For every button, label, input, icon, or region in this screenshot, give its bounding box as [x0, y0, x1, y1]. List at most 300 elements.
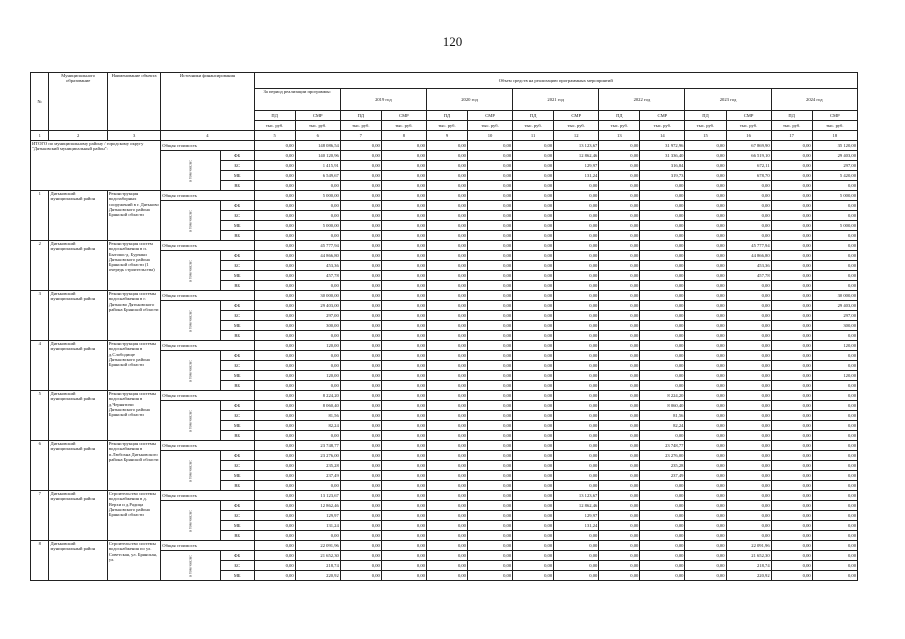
value-cell: 0,00 — [254, 161, 295, 171]
value-cell: 0,00 — [513, 331, 554, 341]
value-cell: 0,00 — [295, 331, 340, 341]
value-cell: 0,00 — [340, 361, 381, 371]
value-cell: 0,00 — [381, 561, 426, 571]
value-cell: 0,00 — [381, 521, 426, 531]
value-cell: 0,00 — [554, 301, 599, 311]
value-cell: 0,00 — [254, 521, 295, 531]
value-cell: 0,00 — [599, 431, 640, 441]
value-cell: 0,00 — [771, 261, 812, 271]
value-cell: 0,00 — [812, 511, 857, 521]
value-cell: 0,00 — [381, 191, 426, 201]
value-cell: 0,00 — [599, 361, 640, 371]
header-year: 2020 год — [426, 89, 512, 111]
value-cell: 0,00 — [513, 171, 554, 181]
value-cell: 0,00 — [513, 391, 554, 401]
value-cell: 0,00 — [467, 411, 512, 421]
fin-source-label: МБ — [220, 171, 254, 181]
item-number: 8 — [31, 541, 49, 581]
value-cell: 0,00 — [554, 391, 599, 401]
fin-source-label: ВБ — [220, 481, 254, 491]
value-cell: 0,00 — [426, 181, 467, 191]
table-row — [31, 541, 858, 551]
value-cell: 0,00 — [254, 481, 295, 491]
value-cell: 0,00 — [812, 561, 857, 571]
value-cell: 0,00 — [513, 541, 554, 551]
value-cell: 0,00 — [513, 271, 554, 281]
table-row — [31, 291, 858, 301]
value-cell: 0,00 — [513, 201, 554, 211]
fin-source-label: МБ — [220, 421, 254, 431]
value-cell: 0,00 — [426, 311, 467, 321]
value-cell: 0,00 — [685, 561, 726, 571]
value-cell: 0,00 — [426, 491, 467, 501]
value-cell: 0,00 — [254, 571, 295, 581]
value-cell: 0,00 — [467, 501, 512, 511]
value-cell: 0,00 — [426, 271, 467, 281]
total-cost-label: Общая стоимость — [161, 491, 254, 501]
value-cell: 0,00 — [812, 481, 857, 491]
value-cell: 0,00 — [381, 321, 426, 331]
value-cell: 12 862,46 — [554, 501, 599, 511]
value-cell: 0,00 — [771, 511, 812, 521]
value-cell: 0,00 — [599, 141, 640, 151]
value-cell: 0,00 — [554, 401, 599, 411]
fin-source-label: МБ — [220, 271, 254, 281]
value-cell: 0,00 — [812, 451, 857, 461]
value-cell: 0,00 — [640, 501, 685, 511]
value-cell: 0,00 — [513, 221, 554, 231]
value-cell: 0,00 — [426, 331, 467, 341]
value-cell: 35 120,00 — [812, 141, 857, 151]
header-smr: СМР — [554, 111, 599, 121]
value-cell: 0,00 — [340, 261, 381, 271]
header-unit: тыс. руб. — [812, 121, 857, 131]
value-cell: 0,00 — [812, 411, 857, 421]
value-cell: 0,00 — [426, 291, 467, 301]
value-cell: 0,00 — [381, 161, 426, 171]
value-cell: 0,00 — [554, 311, 599, 321]
header-unit: тыс. руб. — [685, 121, 726, 131]
column-number: 17 — [771, 131, 812, 141]
value-cell: 0,00 — [340, 511, 381, 521]
value-cell: 0,00 — [513, 231, 554, 241]
value-cell: 0,00 — [771, 301, 812, 311]
value-cell: 453,36 — [295, 261, 340, 271]
value-cell: 237,49 — [295, 471, 340, 481]
value-cell: 0,00 — [726, 211, 771, 221]
value-cell: 0,00 — [254, 281, 295, 291]
value-cell: 0,00 — [513, 551, 554, 561]
value-cell: 0,00 — [426, 511, 467, 521]
value-cell: 13 123,67 — [554, 141, 599, 151]
value-cell: 0,00 — [513, 301, 554, 311]
value-cell: 0,00 — [771, 521, 812, 531]
value-cell: 0,00 — [554, 561, 599, 571]
value-cell: 0,00 — [340, 401, 381, 411]
value-cell: 0,00 — [812, 271, 857, 281]
value-cell: 0,00 — [640, 551, 685, 561]
value-cell: 0,00 — [513, 491, 554, 501]
value-cell: 0,00 — [426, 151, 467, 161]
value-cell: 0,00 — [726, 361, 771, 371]
value-cell: 0,00 — [771, 331, 812, 341]
value-cell: 0,00 — [726, 281, 771, 291]
value-cell: 21 652,30 — [295, 551, 340, 561]
value-cell: 30 000,00 — [812, 291, 857, 301]
value-cell: 0,00 — [254, 151, 295, 161]
value-cell: 0,00 — [381, 141, 426, 151]
value-cell: 0,00 — [599, 271, 640, 281]
item-object: Реконструкция водозаборных сооружений в г. Дятьково Дятьковского района Брянской области — [107, 191, 160, 241]
in-that-number-label: в том числе: — [161, 451, 221, 491]
value-cell: 0,00 — [685, 441, 726, 451]
value-cell: 0,00 — [685, 381, 726, 391]
value-cell: 12 862,46 — [295, 501, 340, 511]
value-cell: 0,00 — [381, 411, 426, 421]
header-pd: ПД — [340, 111, 381, 121]
value-cell: 5 000,00 — [812, 221, 857, 231]
value-cell: 0,00 — [467, 341, 512, 351]
value-cell: 0,00 — [254, 431, 295, 441]
value-cell: 0,00 — [513, 471, 554, 481]
value-cell: 0,00 — [771, 231, 812, 241]
fin-source-label: ФБ — [220, 451, 254, 461]
value-cell: 0,00 — [640, 281, 685, 291]
value-cell: 0,00 — [685, 491, 726, 501]
value-cell: 0,00 — [340, 541, 381, 551]
column-number: 3 — [107, 131, 160, 141]
value-cell: 0,00 — [340, 231, 381, 241]
value-cell: 0,00 — [771, 541, 812, 551]
value-cell: 0,00 — [513, 241, 554, 251]
value-cell: 0,00 — [640, 211, 685, 221]
column-number: 4 — [161, 131, 254, 141]
item-municipality: Дятьковский муниципальный район — [49, 491, 107, 541]
value-cell: 0,00 — [685, 281, 726, 291]
value-cell: 0,00 — [771, 491, 812, 501]
item-municipality: Дятьковский муниципальный район — [49, 541, 107, 581]
value-cell: 0,00 — [812, 521, 857, 531]
value-cell: 0,00 — [295, 531, 340, 541]
value-cell: 0,00 — [467, 321, 512, 331]
value-cell: 6 549,67 — [295, 171, 340, 181]
value-cell: 0,00 — [467, 331, 512, 341]
value-cell: 5 420,00 — [812, 171, 857, 181]
value-cell: 0,00 — [685, 511, 726, 521]
value-cell: 0,00 — [467, 291, 512, 301]
value-cell: 0,00 — [685, 301, 726, 311]
value-cell: 0,00 — [340, 481, 381, 491]
value-cell: 0,00 — [381, 451, 426, 461]
item-object: Строительство системы водоснабжения в д. Верхи и д.Радица Дятьковского района Брянской области — [107, 491, 160, 541]
value-cell: 0,00 — [771, 441, 812, 451]
value-cell: 0,00 — [467, 521, 512, 531]
value-cell: 0,00 — [254, 461, 295, 471]
value-cell: 0,00 — [726, 521, 771, 531]
value-cell: 0,00 — [771, 281, 812, 291]
header-smr: СМР — [295, 111, 340, 121]
value-cell: 0,00 — [685, 231, 726, 241]
value-cell: 0,00 — [467, 281, 512, 291]
value-cell: 0,00 — [340, 391, 381, 401]
value-cell: 0,00 — [685, 331, 726, 341]
column-number: 1 — [31, 131, 49, 141]
value-cell: 0,00 — [254, 511, 295, 521]
value-cell: 0,00 — [554, 241, 599, 251]
value-cell: 0,00 — [426, 381, 467, 391]
value-cell: 0,00 — [340, 161, 381, 171]
value-cell: 0,00 — [640, 531, 685, 541]
value-cell: 0,00 — [254, 421, 295, 431]
value-cell: 67 869,90 — [726, 141, 771, 151]
value-cell: 0,00 — [340, 271, 381, 281]
value-cell: 0,00 — [254, 451, 295, 461]
value-cell: 0,00 — [295, 231, 340, 241]
value-cell: 0,00 — [381, 371, 426, 381]
value-cell: 0,00 — [685, 371, 726, 381]
column-number: 15 — [685, 131, 726, 141]
header-unit: тыс. руб. — [513, 121, 554, 131]
table-row — [31, 141, 858, 151]
value-cell: 297,00 — [812, 161, 857, 171]
value-cell: 30 000,00 — [295, 291, 340, 301]
value-cell: 0,00 — [640, 331, 685, 341]
value-cell: 0,00 — [426, 411, 467, 421]
value-cell: 0,00 — [599, 341, 640, 351]
value-cell: 0,00 — [812, 551, 857, 561]
header-year: 2022 год — [599, 89, 685, 111]
value-cell: 0,00 — [640, 381, 685, 391]
value-cell: 22 091,96 — [295, 541, 340, 551]
value-cell: 0,00 — [467, 531, 512, 541]
value-cell: 0,00 — [599, 551, 640, 561]
value-cell: 31 972,96 — [640, 141, 685, 151]
value-cell: 0,00 — [513, 561, 554, 571]
value-cell: 0,00 — [812, 381, 857, 391]
header-unit: тыс. руб. — [295, 121, 340, 131]
value-cell: 0,00 — [685, 411, 726, 421]
value-cell: 81,56 — [295, 411, 340, 421]
value-cell: 0,00 — [640, 491, 685, 501]
value-cell: 13 123,67 — [295, 491, 340, 501]
header-unit: тыс. руб. — [726, 121, 771, 131]
value-cell: 0,00 — [426, 281, 467, 291]
value-cell: 0,00 — [771, 361, 812, 371]
value-cell: 120,00 — [812, 341, 857, 351]
value-cell: 297,00 — [812, 311, 857, 321]
value-cell: 0,00 — [554, 471, 599, 481]
value-cell: 0,00 — [254, 171, 295, 181]
fin-source-label: ВБ — [220, 231, 254, 241]
value-cell: 0,00 — [599, 371, 640, 381]
value-cell: 0,00 — [685, 351, 726, 361]
value-cell: 220,92 — [726, 571, 771, 581]
fin-source-label: БС — [220, 161, 254, 171]
header-no: № — [31, 73, 49, 131]
value-cell: 0,00 — [685, 451, 726, 461]
value-cell: 0,00 — [381, 211, 426, 221]
value-cell: 0,00 — [685, 401, 726, 411]
value-cell: 0,00 — [554, 481, 599, 491]
value-cell: 0,00 — [640, 431, 685, 441]
value-cell: 0,00 — [254, 551, 295, 561]
value-cell: 0,00 — [599, 481, 640, 491]
value-cell: 0,00 — [599, 541, 640, 551]
value-cell: 0,00 — [340, 471, 381, 481]
value-cell: 0,00 — [254, 541, 295, 551]
column-number: 16 — [726, 131, 771, 141]
in-that-number-label: в том числе: — [161, 251, 221, 291]
value-cell: 0,00 — [340, 291, 381, 301]
total-cost-label: Общая стоимость — [161, 341, 254, 351]
value-cell: 0,00 — [640, 481, 685, 491]
item-object: Реконструкция систем водоснабжения в п. Бытошь-д. Бурчаки Дятьковского района Брянской области (1 очередь строительства) — [107, 241, 160, 291]
value-cell: 0,00 — [426, 421, 467, 431]
value-cell: 0,00 — [340, 451, 381, 461]
value-cell: 0,00 — [340, 411, 381, 421]
value-cell: 237,49 — [640, 471, 685, 481]
value-cell: 0,00 — [726, 341, 771, 351]
value-cell: 0,00 — [554, 371, 599, 381]
header-year: 2021 год — [513, 89, 599, 111]
fin-source-label: ВБ — [220, 431, 254, 441]
value-cell: 0,00 — [554, 441, 599, 451]
total-cost-label: Общая стоимость — [161, 191, 254, 201]
value-cell: 0,00 — [381, 421, 426, 431]
value-cell: 0,00 — [467, 231, 512, 241]
value-cell: 0,00 — [340, 491, 381, 501]
value-cell: 0,00 — [513, 321, 554, 331]
value-cell: 0,00 — [340, 461, 381, 471]
item-object: Реконструкция системы водоснабжения в п.Любохна Дятьковского района Брянской области — [107, 441, 160, 491]
fin-source-label: МБ — [220, 521, 254, 531]
value-cell: 29 403,00 — [812, 151, 857, 161]
value-cell: 0,00 — [640, 541, 685, 551]
value-cell: 0,00 — [554, 181, 599, 191]
value-cell: 0,00 — [340, 201, 381, 211]
value-cell: 0,00 — [771, 211, 812, 221]
total-cost-label: Общая стоимость — [161, 291, 254, 301]
value-cell: 0,00 — [771, 251, 812, 261]
fin-source-label: ФБ — [220, 501, 254, 511]
value-cell: 0,00 — [426, 441, 467, 451]
value-cell: 0,00 — [554, 381, 599, 391]
value-cell: 0,00 — [554, 341, 599, 351]
header-unit: тыс. руб. — [771, 121, 812, 131]
value-cell: 0,00 — [426, 241, 467, 251]
value-cell: 5 000,00 — [295, 191, 340, 201]
value-cell: 0,00 — [467, 181, 512, 191]
header-pd: ПД — [685, 111, 726, 121]
fin-source-label: ФБ — [220, 551, 254, 561]
value-cell: 45 777,94 — [726, 241, 771, 251]
value-cell: 0,00 — [726, 321, 771, 331]
value-cell: 0,00 — [467, 481, 512, 491]
value-cell: 5 000,00 — [812, 191, 857, 201]
value-cell: 0,00 — [513, 141, 554, 151]
value-cell: 0,00 — [467, 541, 512, 551]
value-cell: 0,00 — [599, 301, 640, 311]
total-cost-label: Общая стоимость — [161, 441, 254, 451]
value-cell: 0,00 — [426, 191, 467, 201]
value-cell: 0,00 — [640, 201, 685, 211]
value-cell: 0,00 — [640, 231, 685, 241]
value-cell: 0,00 — [554, 291, 599, 301]
value-cell: 0,00 — [295, 181, 340, 191]
value-cell: 0,00 — [771, 371, 812, 381]
value-cell: 23 276,00 — [640, 451, 685, 461]
value-cell: 0,00 — [812, 531, 857, 541]
value-cell: 0,00 — [426, 471, 467, 481]
value-cell: 23 276,00 — [295, 451, 340, 461]
value-cell: 0,00 — [426, 501, 467, 511]
value-cell: 0,00 — [554, 551, 599, 561]
value-cell: 131,24 — [554, 171, 599, 181]
header-unit: тыс. руб. — [467, 121, 512, 131]
value-cell: 0,00 — [599, 151, 640, 161]
value-cell: 0,00 — [381, 441, 426, 451]
value-cell: 0,00 — [254, 241, 295, 251]
value-cell: 457,78 — [295, 271, 340, 281]
value-cell: 0,00 — [254, 391, 295, 401]
value-cell: 0,00 — [640, 191, 685, 201]
value-cell: 0,00 — [340, 181, 381, 191]
value-cell: 0,00 — [812, 461, 857, 471]
value-cell: 0,00 — [513, 371, 554, 381]
fin-source-label: БС — [220, 561, 254, 571]
value-cell: 0,00 — [513, 441, 554, 451]
value-cell: 0,00 — [513, 571, 554, 581]
value-cell: 0,00 — [467, 141, 512, 151]
fin-source-label: МБ — [220, 571, 254, 581]
value-cell: 0,00 — [599, 221, 640, 231]
value-cell: 5 000,00 — [295, 221, 340, 231]
value-cell: 0,00 — [640, 561, 685, 571]
value-cell: 0,00 — [426, 391, 467, 401]
value-cell: 0,00 — [340, 441, 381, 451]
item-object: Реконструкция системы водоснабжения в д.Слободище Дятьковского района Брянской области — [107, 341, 160, 391]
value-cell: 0,00 — [467, 301, 512, 311]
page-number: 120 — [442, 34, 463, 49]
value-cell: 0,00 — [381, 571, 426, 581]
value-cell: 0,00 — [599, 471, 640, 481]
value-cell: 0,00 — [467, 571, 512, 581]
header-smr: СМР — [467, 111, 512, 121]
value-cell: 120,00 — [295, 341, 340, 351]
column-number: 11 — [513, 131, 554, 141]
value-cell: 0,00 — [467, 271, 512, 281]
header-smr: СМР — [640, 111, 685, 121]
value-cell: 0,00 — [254, 361, 295, 371]
value-cell: 129,97 — [295, 511, 340, 521]
value-cell: 0,00 — [599, 491, 640, 501]
value-cell: 8 060,40 — [295, 401, 340, 411]
value-cell: 0,00 — [381, 251, 426, 261]
value-cell: 0,00 — [467, 261, 512, 271]
value-cell: 0,00 — [812, 421, 857, 431]
value-cell: 0,00 — [467, 371, 512, 381]
value-cell: 0,00 — [554, 331, 599, 341]
value-cell: 0,00 — [685, 181, 726, 191]
value-cell: 0,00 — [599, 411, 640, 421]
header-smr: СМР — [812, 111, 857, 121]
value-cell: 129,97 — [554, 161, 599, 171]
value-cell: 0,00 — [771, 481, 812, 491]
value-cell: 0,00 — [726, 191, 771, 201]
value-cell: 0,00 — [812, 491, 857, 501]
value-cell: 0,00 — [381, 471, 426, 481]
value-cell: 0,00 — [771, 191, 812, 201]
